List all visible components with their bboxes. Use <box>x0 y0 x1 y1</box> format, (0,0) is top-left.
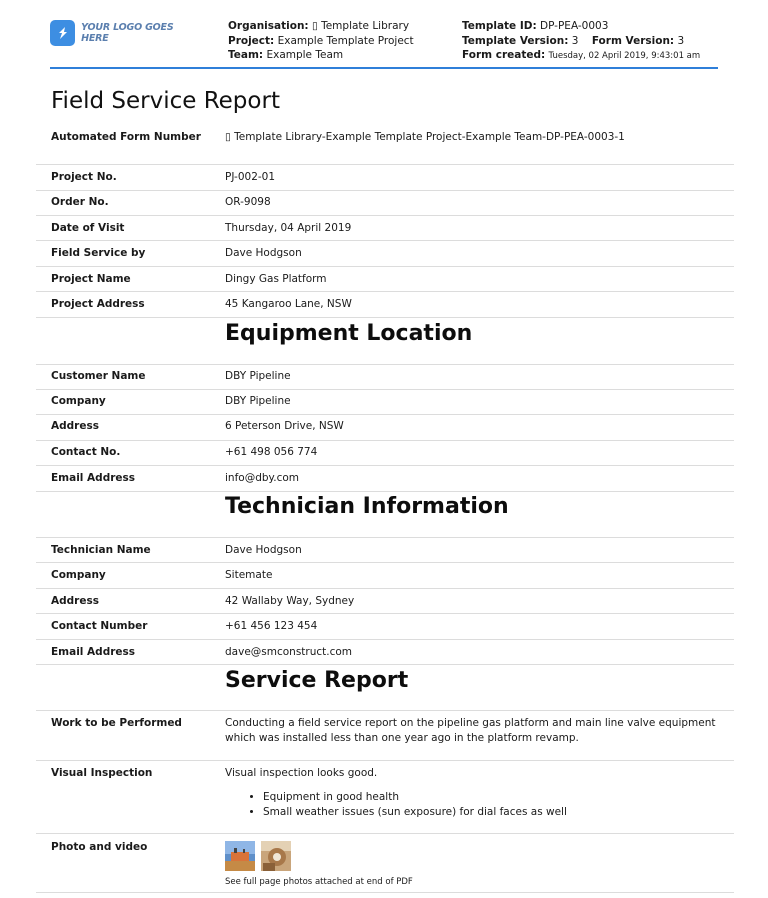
row-value: Thursday, 04 April 2019 <box>225 222 352 234</box>
photo-caption: See full page photos attached at end of PDF <box>225 877 413 887</box>
row-value: DBY Pipeline <box>225 370 291 382</box>
form-version-value: 3 <box>677 34 685 47</box>
visual-inspection-list <box>225 790 725 820</box>
organisation-label: Organisation: <box>228 20 309 32</box>
row-label: Work to be Performed <box>51 717 182 729</box>
row-label: Visual Inspection <box>51 767 153 779</box>
row-label: Field Service by <box>51 247 146 259</box>
form-row <box>36 711 734 761</box>
form-row <box>36 441 734 466</box>
template-id-value: DP-PEA-0003 <box>540 20 609 32</box>
section-heading-equipment: Equipment Location <box>225 321 473 346</box>
row-label: Project Name <box>51 273 131 285</box>
form-row <box>36 589 734 614</box>
organisation-value: ▯ Template Library <box>311 20 410 32</box>
row-value: info@dby.com <box>225 472 300 484</box>
row-label: Address <box>51 420 99 432</box>
form-row <box>36 390 734 415</box>
row-label: Email Address <box>51 646 136 658</box>
form-row <box>36 241 734 267</box>
row-label: Order No. <box>51 196 109 208</box>
header-org-info <box>228 19 414 63</box>
section-heading-technician: Technician Information <box>225 494 509 519</box>
row-value: 42 Wallaby Way, Sydney <box>225 595 355 607</box>
row-label: Customer Name <box>51 370 146 382</box>
row-label: Photo and video <box>51 841 148 853</box>
row-label: Contact No. <box>51 446 121 458</box>
section-heading-service: Service Report <box>225 668 409 693</box>
row-value: 6 Peterson Drive, NSW <box>225 420 344 432</box>
list-item: • Small weather issues (sun exposure) for dial faces as well <box>263 805 725 820</box>
form-row <box>36 365 734 390</box>
logo-text: YOUR LOGO GOES HERE <box>81 22 174 44</box>
row-value: Dingy Gas Platform <box>225 273 327 285</box>
header-template-info <box>462 19 700 64</box>
form-row <box>36 614 734 640</box>
form-row <box>36 127 734 165</box>
form-row <box>36 267 734 292</box>
row-value: +61 456 123 454 <box>225 620 318 632</box>
page-title: Field Service Report <box>51 88 280 114</box>
row-value: +61 498 056 774 <box>225 446 318 458</box>
row-value: Dave Hodgson <box>225 544 302 556</box>
form-version-label: Form Version: <box>591 34 675 47</box>
project-label: Project: <box>228 34 275 47</box>
row-label: Address <box>51 595 99 607</box>
form-row <box>36 640 734 665</box>
form-row <box>36 165 734 191</box>
photo-thumbnail[interactable] <box>225 841 255 871</box>
photo-thumbnail[interactable] <box>261 841 291 871</box>
form-row <box>36 292 734 318</box>
row-value: Sitemate <box>225 569 273 581</box>
visual-inspection-text: Visual inspection looks good. <box>225 767 378 779</box>
work-description: Conducting a field service report on the pipeline gas platform and main line valve equipment which was installed less than one year ago in the platform revamp. <box>225 717 716 744</box>
row-label: Project Address <box>51 298 145 310</box>
visual-inspection-value <box>225 766 725 820</box>
row-label: Project No. <box>51 171 117 183</box>
form-created-value: Tuesday, 02 April 2019, 9:43:01 am <box>548 51 701 61</box>
form-row <box>36 834 734 893</box>
team-value: Example Team <box>266 49 344 61</box>
form-created-label: Form created: <box>462 49 546 61</box>
form-row <box>36 415 734 441</box>
form-row <box>36 466 734 492</box>
header-divider <box>50 67 718 69</box>
row-label: Company <box>51 395 106 407</box>
template-version-label: Template Version: <box>462 34 569 47</box>
company-logo <box>50 18 200 48</box>
form-row <box>36 563 734 589</box>
photo-gallery <box>225 841 413 890</box>
row-label: Date of Visit <box>51 222 125 234</box>
row-value: 45 Kangaroo Lane, NSW <box>225 298 352 310</box>
form-row <box>36 538 734 563</box>
form-row <box>36 191 734 216</box>
template-id-label: Template ID: <box>462 20 537 32</box>
project-value: Example Template Project <box>277 34 414 47</box>
row-value: DBY Pipeline <box>225 395 291 407</box>
form-row <box>36 216 734 241</box>
list-item: • Equipment in good health <box>263 790 725 805</box>
team-label: Team: <box>228 49 264 61</box>
row-value: dave@smconstruct.com <box>225 646 353 658</box>
row-value: OR-9098 <box>225 196 271 208</box>
row-label: Company <box>51 569 106 581</box>
row-label: Automated Form Number <box>51 131 201 143</box>
row-value: ▯ Template Library-Example Template Project-Example Team-DP-PEA-0003-1 <box>225 131 625 143</box>
row-label: Contact Number <box>51 620 148 632</box>
row-label: Technician Name <box>51 544 151 556</box>
form-row <box>36 761 734 834</box>
row-value: Dave Hodgson <box>225 247 302 259</box>
logo-icon <box>50 20 75 46</box>
row-value: PJ-002-01 <box>225 171 276 183</box>
template-version-value: 3 <box>571 34 579 47</box>
row-label: Email Address <box>51 472 136 484</box>
